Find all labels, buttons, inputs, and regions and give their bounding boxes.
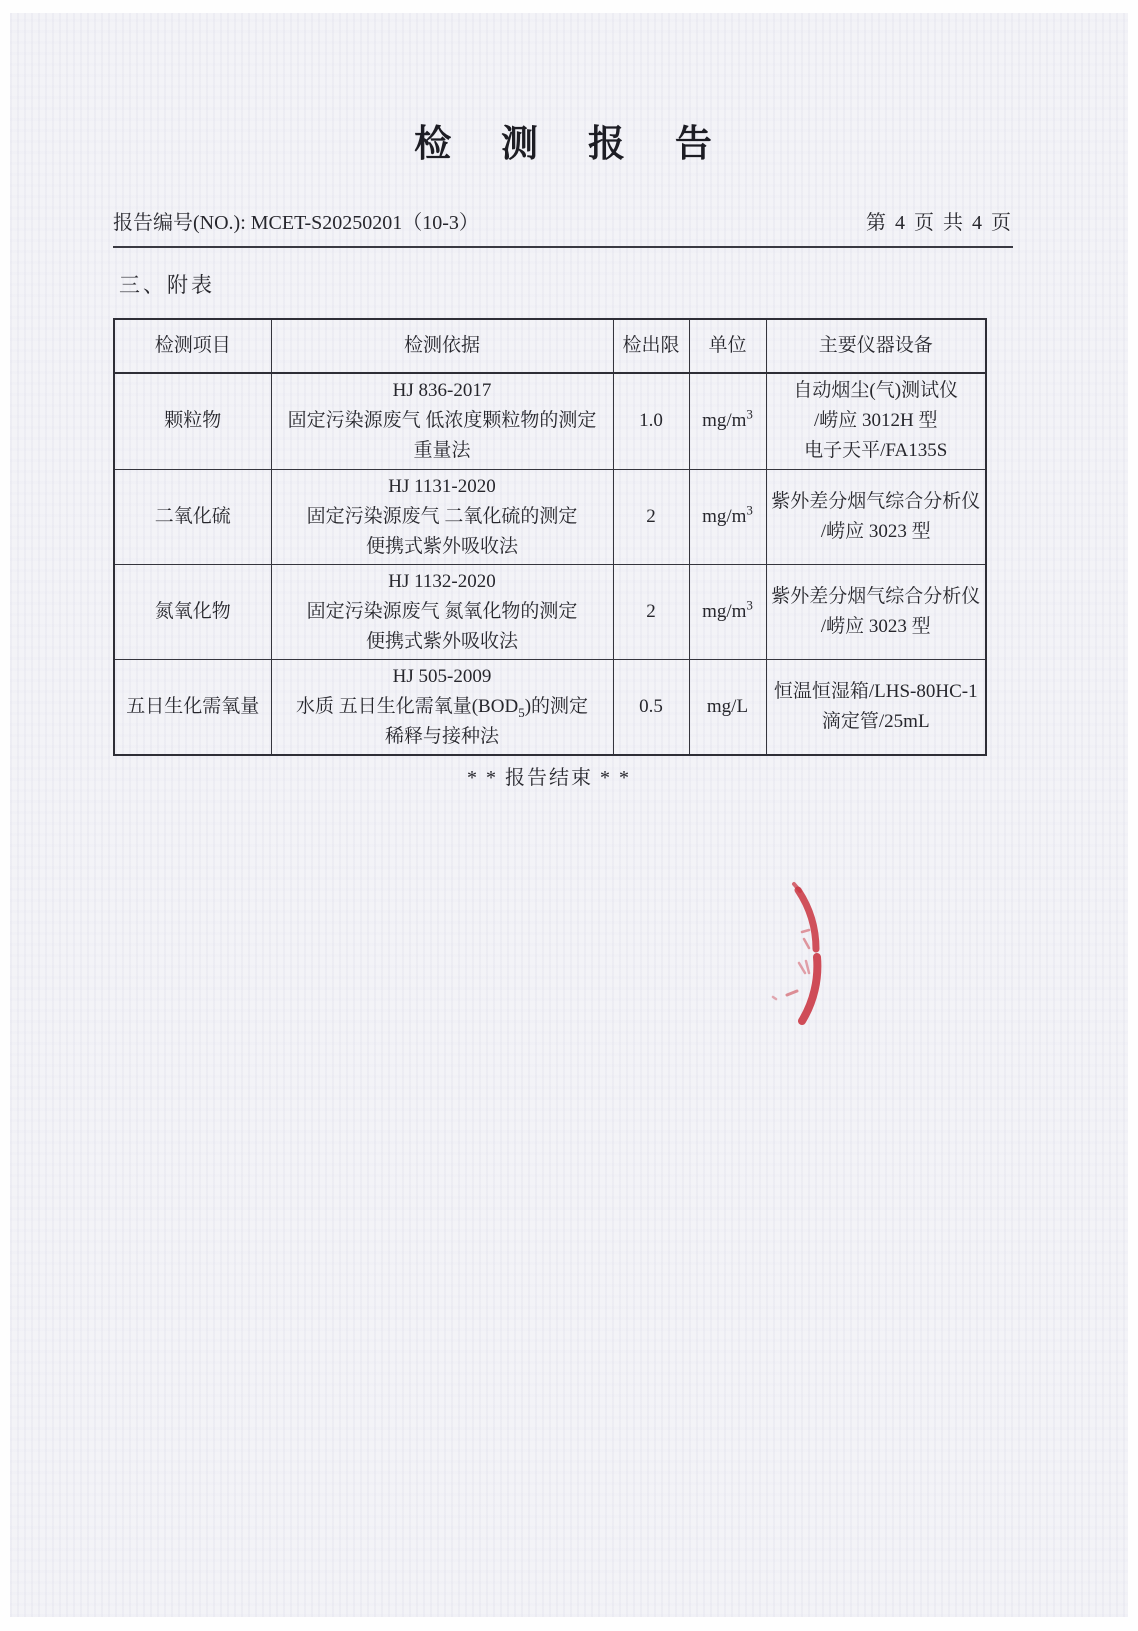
cell-equipment [766, 373, 986, 469]
basis-line: 固定污染源废气 低浓度颗粒物的测定 [287, 410, 597, 432]
report-end-text: * * 报告结束 * * [467, 767, 631, 789]
page-title: 检 测 报 告 [414, 124, 733, 165]
cell-basis [271, 373, 613, 469]
cell-unit: mg/L [689, 659, 766, 755]
col-header-basis: 检测依据 [271, 319, 613, 373]
basis-line: HJ 1131-2020 [388, 475, 496, 497]
basis-line: 固定污染源废气 氮氧化物的测定 [306, 600, 578, 622]
page-indicator: 第 4 页 共 4 页 [866, 212, 1013, 234]
scanned-report-page [10, 13, 1128, 1617]
equipment-line: 恒温恒湿箱/LHS-80HC-1 [773, 680, 978, 702]
equipment-line: /崂应 3023 型 [820, 520, 931, 542]
cell-item: 颗粒物 [114, 373, 271, 469]
cell-item: 氮氧化物 [114, 564, 271, 659]
section-heading-appendix: 三、附表 [119, 273, 215, 297]
cell-basis [271, 469, 613, 564]
cell-detection-limit: 2 [613, 564, 689, 659]
basis-line: 重量法 [413, 440, 471, 462]
report-meta-row [113, 208, 1013, 248]
cell-equipment [766, 659, 986, 755]
basis-line: 固定污染源废气 二氧化硫的测定 [306, 505, 578, 527]
equipment-line: 紫外差分烟气综合分析仪 [771, 585, 981, 607]
cell-unit: $mg/m^3$ [689, 469, 766, 564]
methods-table [113, 318, 987, 756]
cell-equipment [766, 564, 986, 659]
basis-line: 稀释与接种法 [384, 725, 499, 747]
cell-detection-limit: 0.5 [613, 659, 689, 755]
basis-line: HJ 836-2017 [392, 380, 492, 402]
col-header-unit: 单位 [689, 319, 766, 373]
equipment-line: /崂应 3012H 型 [813, 410, 938, 432]
cell-detection-limit: 1.0 [613, 373, 689, 469]
cell-equipment [766, 469, 986, 564]
red-seal-arc [695, 845, 855, 1055]
equipment-line: 自动烟尘(气)测试仪 [793, 380, 959, 402]
cell-unit: $mg/m^3$ [689, 373, 766, 469]
cell-detection-limit: 2 [613, 469, 689, 564]
basis-line: 水质 五日生化需氧量$(BOD_5)$的测定 [295, 695, 589, 720]
cell-item: 五日生化需氧量 [114, 659, 271, 755]
col-header-detection-limit: 检出限 [613, 319, 689, 373]
table-row-particulate [114, 373, 986, 469]
cell-item: 二氧化硫 [114, 469, 271, 564]
basis-line: HJ 1132-2020 [388, 570, 496, 592]
equipment-line: 紫外差分烟气综合分析仪 [771, 490, 981, 512]
equipment-line: 电子天平/FA135S [804, 440, 948, 462]
basis-line: 便携式紫外吸收法 [365, 630, 518, 652]
equipment-line: /崂应 3023 型 [820, 615, 931, 637]
col-header-equipment: 主要仪器设备 [766, 319, 986, 373]
basis-line: 便携式紫外吸收法 [365, 535, 518, 557]
table-header-row [114, 319, 986, 373]
basis-line: HJ 505-2009 [392, 665, 492, 687]
table-row-bod5 [114, 659, 986, 755]
equipment-line: 滴定管/25mL [821, 710, 930, 732]
cell-basis [271, 564, 613, 659]
col-header-item: 检测项目 [114, 319, 271, 373]
report-number: 报告编号(NO.): MCET-S20250201（10-3） [113, 212, 479, 234]
cell-basis [271, 659, 613, 755]
cell-unit: $mg/m^3$ [689, 564, 766, 659]
table-row-so2 [114, 469, 986, 564]
table-row-nox [114, 564, 986, 659]
